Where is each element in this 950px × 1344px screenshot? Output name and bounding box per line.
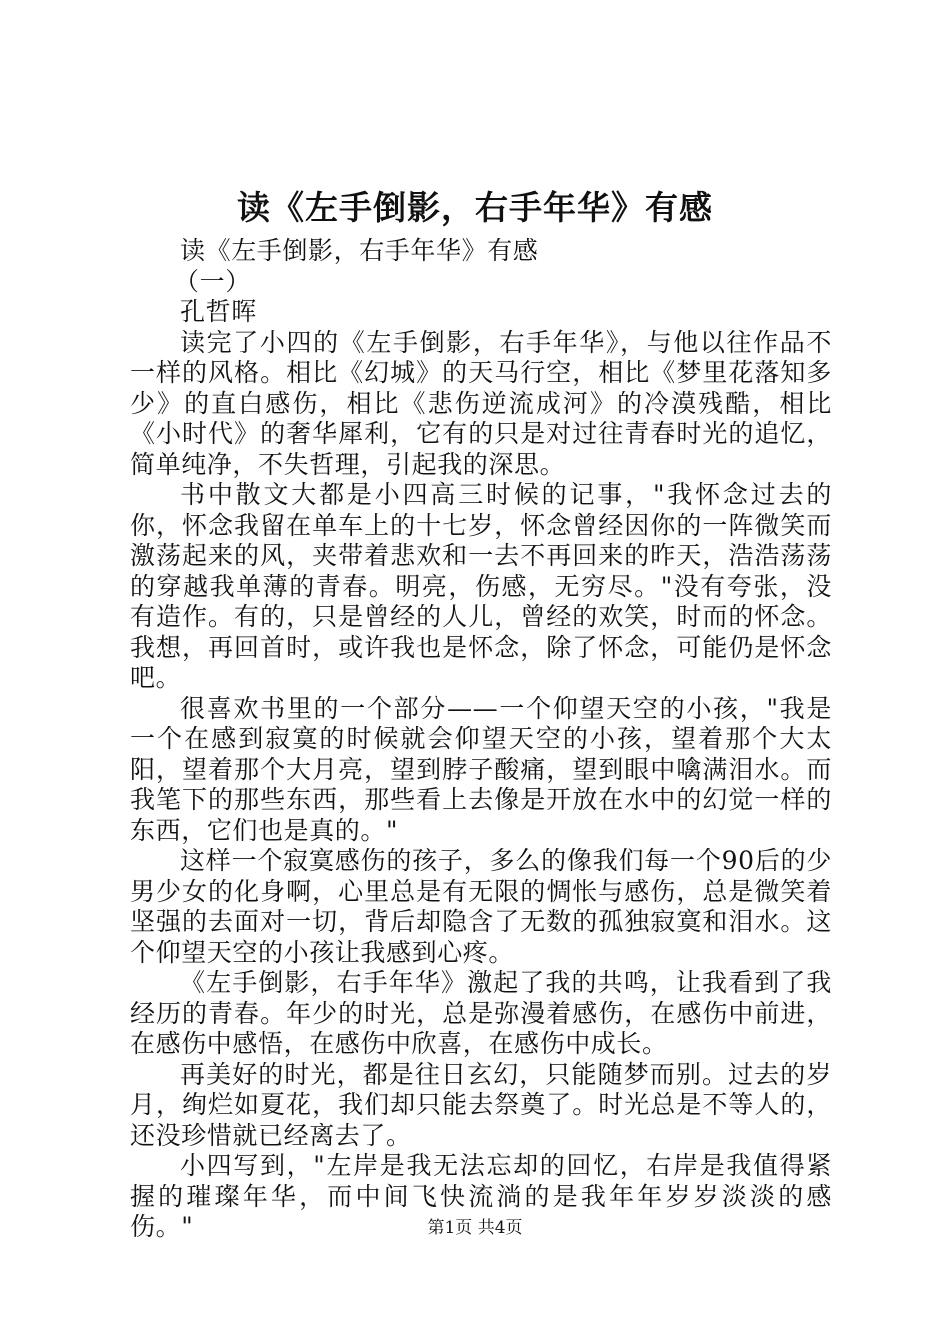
document-body xyxy=(130,236,832,1243)
paragraph: 这样一个寂寞感伤的孩子，多么的像我们每一个90后的少男少女的化身啊，心里总是有无限的惆怅与感伤，总是微笑着坚强的去面对一切，背后却隐含了无数的孤独寂寞和泪水。这个仰望天空的小孩让我感到心疼。 xyxy=(130,846,832,967)
paragraph: 读完了小四的《左手倒影，右手年华》，与他以往作品不一样的风格。相比《幻城》的天马行空，相比《梦里花落知多少》的直白感伤，相比《悲伤逆流成河》的冷漠残酷，相比《小时代》的奢华犀利，它有的只是对过往青春时光的追忆，简单纯净，不失哲理，引起我的深思。 xyxy=(130,327,832,479)
paragraph: 很喜欢书里的一个部分——一个仰望天空的小孩，"我是一个在感到寂寞的时候就会仰望天空的小孩，望着那个大太阳，望着那个大月亮，望到脖子酸痛，望到眼中噙满泪水。而我笔下的那些东西，那些看上去像是开放在水中的幻觉一样的东西，它们也是真的。" xyxy=(130,693,832,845)
page-footer: 第1页 共4页 xyxy=(427,1218,523,1238)
paragraph: 小四写到，"左岸是我无法忘却的回忆，右岸是我值得紧握的璀璨年华，而中间飞快流淌的是我年年岁岁淡淡的感伤。" xyxy=(130,1151,832,1241)
paragraph: 《左手倒影，右手年华》激起了我的共鸣，让我看到了我经历的青春。年少的时光，总是弥漫着感伤，在感伤中前进，在感伤中感悟，在感伤中欣喜，在感伤中成长。 xyxy=(130,968,832,1058)
section-number: （一） xyxy=(174,266,251,296)
paragraph: 再美好的时光，都是往日玄幻，只能随梦而别。过去的岁月，绚烂如夏花，我们却只能去祭奠了。时光总是不等人的，还没珍惜就已经离去了。 xyxy=(130,1059,832,1150)
paragraph: 书中散文大都是小四高三时候的记事，"我怀念过去的你，怀念我留在单车上的十七岁，怀念曾经因你的一阵微笑而激荡起来的风，夹带着悲欢和一去不再回来的昨天，浩浩荡荡的穿越我单薄的青春。明亮，伤感，无穷尽。"没有夸张，没有造作。有的，只是曾经的人儿，曾经的欢笑，时而的怀念。我想，再回首时，或许我也是怀念，除了怀念，可能仍是怀念吧。 xyxy=(130,480,832,692)
document-title: 读《左手倒影，右手年华》有感 xyxy=(237,188,713,227)
author-name: 孔哲晖 xyxy=(180,297,257,326)
subtitle-line: 读《左手倒影，右手年华》有感 xyxy=(180,236,539,265)
